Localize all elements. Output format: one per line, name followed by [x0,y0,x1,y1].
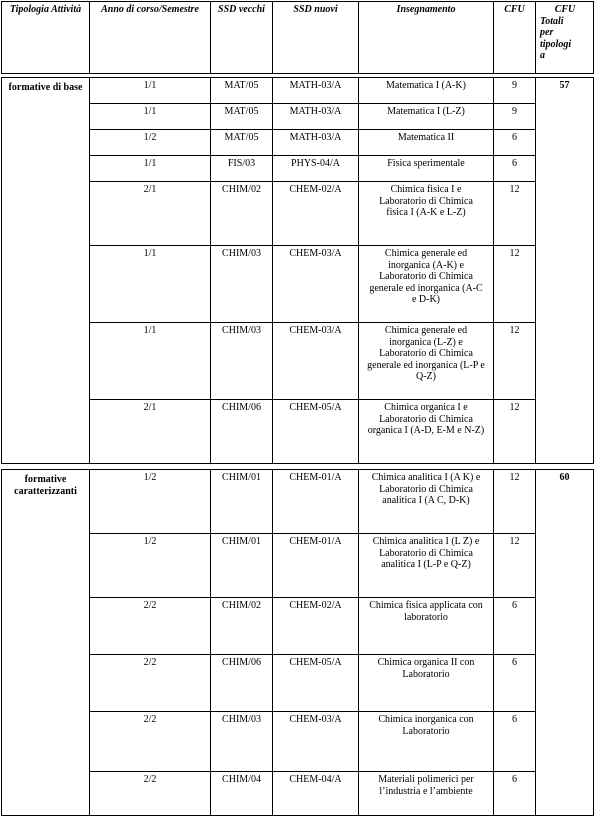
table-row [2,712,594,772]
insegnamento-cell: Chimica inorganica con Laboratorio [359,712,494,772]
anno-cell: 1/1 [90,323,211,400]
ssd-vecchi-cell: CHIM/03 [211,323,273,400]
anno-cell: 2/1 [90,182,211,246]
insegnamento-cell: Matematica I (A-K) [359,78,494,104]
ssd-nuovi-cell: CHEM-05/A [273,655,359,712]
cfu-cell: 12 [494,470,536,534]
cfu-cell: 9 [494,78,536,104]
insegnamento-cell: Chimica fisica I e Laboratorio di Chimica fisica I (A-K e L-Z) [359,182,494,246]
anno-cell: 1/2 [90,534,211,598]
table-row [2,470,594,534]
cfu-cell: 12 [494,323,536,400]
cfu-cell: 6 [494,772,536,816]
ssd-vecchi-cell: MAT/05 [211,104,273,130]
insegnamento-cell: Matematica II [359,130,494,156]
ssd-vecchi-cell: MAT/05 [211,130,273,156]
ssd-nuovi-cell: MATH-03/A [273,78,359,104]
insegnamento-cell: Chimica generale ed inorganica (A-K) e Laboratorio di Chimica generale ed inorganica (A-C e D-K) [359,246,494,323]
cfu-cell: 12 [494,246,536,323]
header-cfu: CFU [494,2,536,74]
cfu-totali-cell: 60 [536,470,594,816]
header-ssd-vecchi: SSD vecchi [211,2,273,74]
anno-cell: 2/2 [90,772,211,816]
insegnamento-cell: Chimica analitica I (L Z) e Laboratorio di Chimica analitica I (L-P e Q-Z) [359,534,494,598]
cfu-cell: 9 [494,104,536,130]
table-row [2,104,594,130]
ssd-vecchi-cell: CHIM/01 [211,470,273,534]
table-row [2,156,594,182]
ssd-nuovi-cell: CHEM-02/A [273,182,359,246]
header-insegnamento: Insegnamento [359,2,494,74]
table-header-row [2,2,594,74]
header-cfu-totali-line1: CFU [554,4,576,15]
insegnamento-cell: Matematica I (L-Z) [359,104,494,130]
ssd-nuovi-cell: MATH-03/A [273,130,359,156]
ssd-vecchi-cell: FIS/03 [211,156,273,182]
anno-cell: 2/2 [90,598,211,655]
cfu-totali-cell: 57 [536,78,594,464]
cfu-cell: 6 [494,655,536,712]
tipologia-cell: formative caratterizzanti [2,470,90,816]
header-anno: Anno di corso/Semestre [90,2,211,74]
ssd-nuovi-cell: CHEM-05/A [273,400,359,464]
cfu-cell: 6 [494,156,536,182]
ssd-nuovi-cell: CHEM-04/A [273,772,359,816]
anno-cell: 1/1 [90,246,211,323]
header-cfu-totali [536,2,594,74]
anno-cell: 2/2 [90,712,211,772]
anno-cell: 1/1 [90,78,211,104]
table-row [2,534,594,598]
anno-cell: 1/2 [90,130,211,156]
ssd-nuovi-cell: CHEM-02/A [273,598,359,655]
ssd-nuovi-cell: CHEM-01/A [273,470,359,534]
cfu-cell: 12 [494,400,536,464]
insegnamento-cell: Chimica organica II con Laboratorio [359,655,494,712]
ssd-vecchi-cell: CHIM/03 [211,246,273,323]
insegnamento-cell: Fisica sperimentale [359,156,494,182]
anno-cell: 2/2 [90,655,211,712]
insegnamento-cell: Chimica analitica I (A K) e Laboratorio di Chimica analitica I (A C, D-K) [359,470,494,534]
table-row [2,323,594,400]
anno-cell: 1/1 [90,156,211,182]
insegnamento-cell: Materiali polimerici per l’industria e l’ambiente [359,772,494,816]
table-row [2,400,594,464]
table-row [2,772,594,816]
table-row [2,598,594,655]
ssd-vecchi-cell: CHIM/06 [211,655,273,712]
anno-cell: 2/1 [90,400,211,464]
ssd-nuovi-cell: CHEM-01/A [273,534,359,598]
cfu-cell: 12 [494,534,536,598]
ssd-vecchi-cell: CHIM/04 [211,772,273,816]
header-ssd-nuovi: SSD nuovi [273,2,359,74]
ssd-nuovi-cell: CHEM-03/A [273,712,359,772]
ssd-nuovi-cell: CHEM-03/A [273,323,359,400]
table-row [2,246,594,323]
ssd-vecchi-cell: CHIM/03 [211,712,273,772]
table-row [2,130,594,156]
header-tipologia: Tipologia Attività [2,2,90,74]
cfu-cell: 6 [494,712,536,772]
table-row [2,78,594,104]
ssd-vecchi-cell: CHIM/06 [211,400,273,464]
anno-cell: 1/2 [90,470,211,534]
ssd-nuovi-cell: MATH-03/A [273,104,359,130]
cfu-cell: 6 [494,130,536,156]
courses-table [1,1,594,816]
ssd-vecchi-cell: MAT/05 [211,78,273,104]
ssd-vecchi-cell: CHIM/02 [211,598,273,655]
insegnamento-cell: Chimica generale ed inorganica (L-Z) e Laboratorio di Chimica generale ed inorganica (L-P e Q-Z) [359,323,494,400]
ssd-nuovi-cell: PHYS-04/A [273,156,359,182]
ssd-nuovi-cell: CHEM-03/A [273,246,359,323]
table-row [2,182,594,246]
cfu-cell: 12 [494,182,536,246]
header-cfu-totali-line2: Totali per tipologi a [540,15,572,61]
ssd-vecchi-cell: CHIM/01 [211,534,273,598]
insegnamento-cell: Chimica fisica applicata con laboratorio [359,598,494,655]
cfu-cell: 6 [494,598,536,655]
tipologia-cell: formative di base [2,78,90,464]
ssd-vecchi-cell: CHIM/02 [211,182,273,246]
anno-cell: 1/1 [90,104,211,130]
table-row [2,655,594,712]
insegnamento-cell: Chimica organica I e Laboratorio di Chimica organica I (A-D, E-M e N-Z) [359,400,494,464]
